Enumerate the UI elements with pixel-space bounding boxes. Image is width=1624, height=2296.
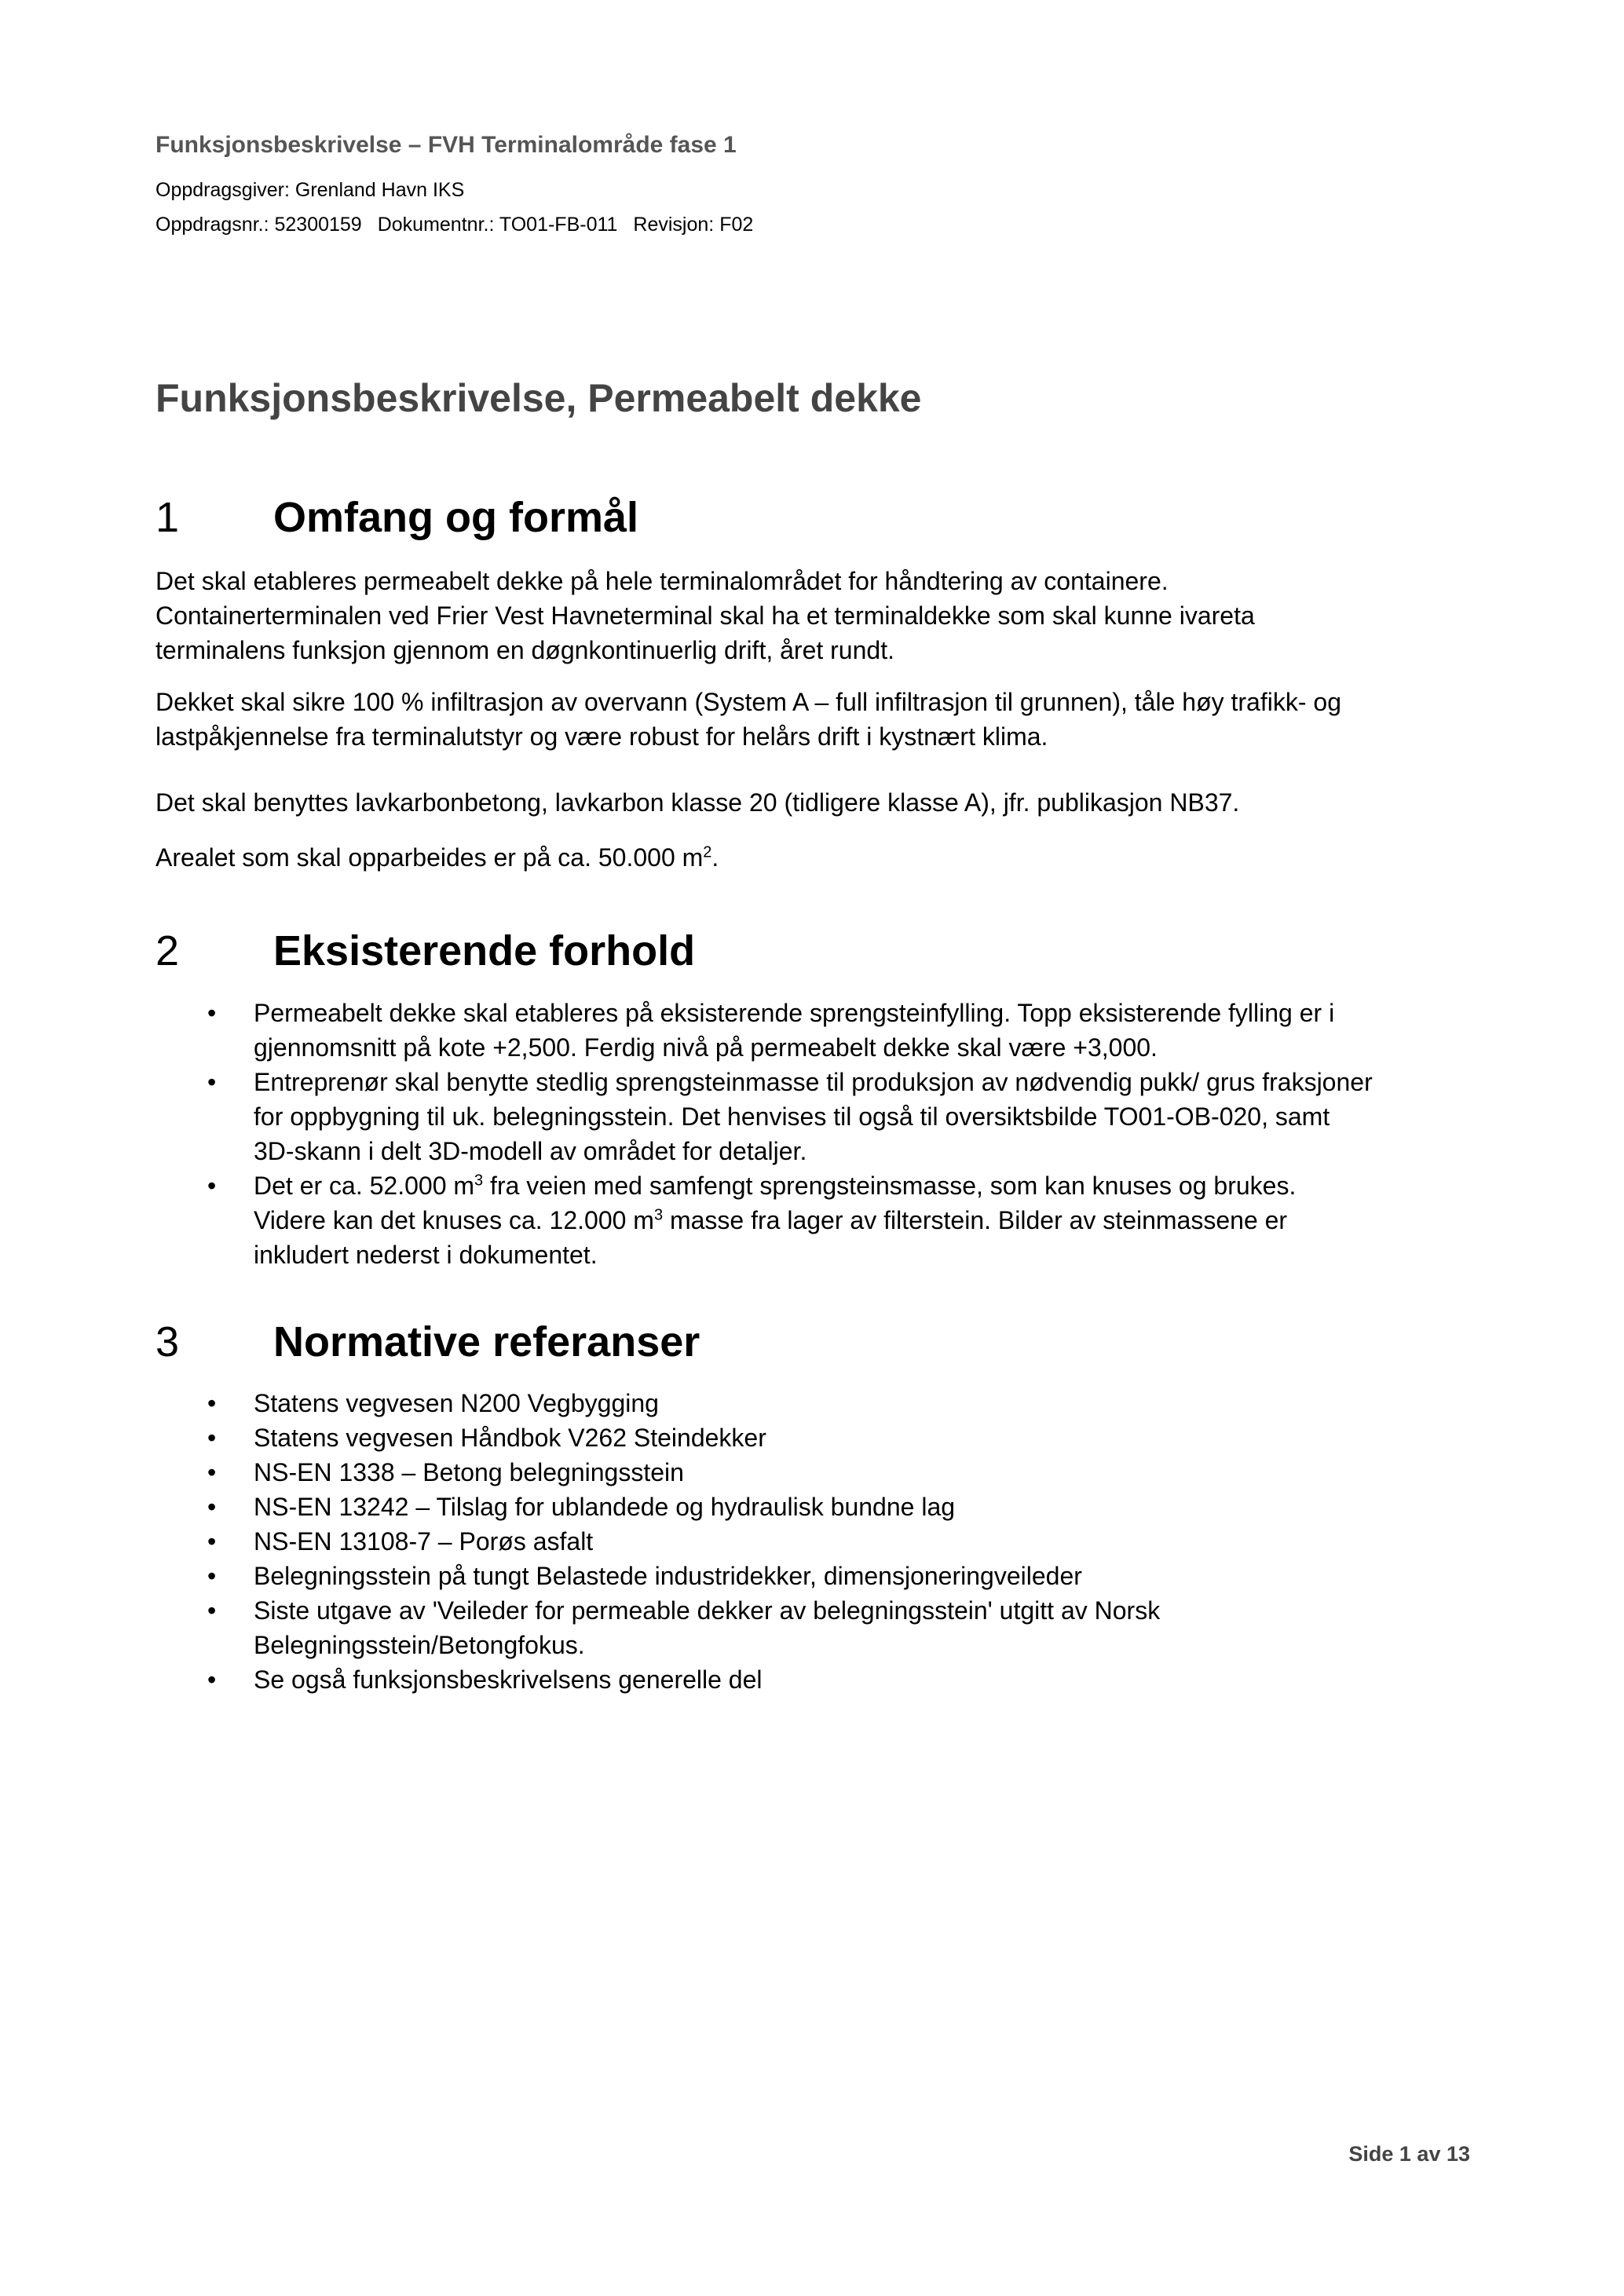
list-item-line: Permeabelt dekke skal etableres på eksisterende sprengsteinfylling. Topp eksisterende fylling er i	[254, 999, 1335, 1027]
bullet-icon: •	[207, 1389, 217, 1417]
paragraph-line: terminalens funksjon gjennom en døgnkontinuerlig drift, året rundt.	[155, 636, 894, 664]
section-title: Omfang og formål	[273, 494, 639, 541]
reference-list	[155, 1386, 1506, 1697]
bullet-list	[155, 996, 1506, 1272]
bullet-icon: •	[207, 1493, 217, 1521]
section-heading	[155, 1318, 700, 1366]
superscript: 3	[653, 1206, 664, 1224]
paragraph-line: Containerterminalen ved Frier Vest Havneterminal skal ha et terminaldekke som skal kunne ivareta	[155, 601, 1255, 630]
list-item	[155, 996, 1506, 1065]
list-item	[155, 1065, 1506, 1168]
list-item-line: NS-EN 13108-7 – Porøs asfalt	[254, 1527, 594, 1556]
paragraph	[155, 785, 1490, 820]
area-text: Arealet som skal opparbeides er på ca. 50.000 m	[155, 843, 704, 872]
revision: Revisjon: F02	[633, 214, 754, 236]
list-item-line: Statens vegvesen N200 Vegbygging	[254, 1389, 659, 1417]
paragraph	[155, 564, 1490, 667]
list-item-line: 3D-skann i delt 3D-modell av området for detaljer.	[254, 1137, 807, 1165]
list-item	[155, 1524, 1506, 1559]
list-item	[155, 1559, 1506, 1593]
paragraph-line: Det skal benyttes lavkarbonbetong, lavkarbon klasse 20 (tidligere klasse A), jfr. publikasjon NB37.	[155, 788, 1240, 817]
bullet-icon: •	[207, 1458, 217, 1486]
paragraph-line: Dekket skal sikre 100 % infiltrasjon av overvann (System A – full infiltrasjon til grunnen), tåle høy trafikk- og	[155, 688, 1341, 716]
superscript: 3	[474, 1172, 484, 1190]
section-title: Eksisterende forhold	[273, 927, 696, 974]
list-item-line: NS-EN 1338 – Betong belegningsstein	[254, 1458, 684, 1486]
list-item-line	[254, 1168, 1506, 1203]
list-item-line: gjennomsnitt på kote +2,500. Ferdig nivå på permeabelt dekke skal være +3,000.	[254, 1033, 1158, 1062]
list-item-line: Statens vegvesen Håndbok V262 Steindekker	[254, 1424, 766, 1452]
text-part: masse fra lager av filterstein. Bilder av steinmassene er	[663, 1206, 1288, 1234]
bullet-icon: •	[207, 1172, 217, 1200]
header-title: Funksjonsbeskrivelse – FVH Terminalområde fase 1	[155, 132, 737, 158]
list-item	[155, 1490, 1506, 1524]
bullet-icon: •	[207, 1665, 217, 1694]
list-item-line: Belegningsstein på tungt Belastede industridekker, dimensjoneringveileder	[254, 1562, 1082, 1590]
section-number: 1	[155, 494, 180, 541]
list-item-line: NS-EN 13242 – Tilslag for ublandede og hydraulisk bundne lag	[254, 1493, 956, 1521]
superscript: 2	[703, 843, 712, 861]
list-item-line: for oppbygning til uk. belegningsstein. Det henvises til også til oversiktsbilde TO01-OB-020, samt	[254, 1102, 1330, 1131]
section-number: 2	[155, 927, 180, 974]
list-item-line: Belegningsstein/Betongfokus.	[254, 1631, 585, 1659]
paragraph	[155, 685, 1490, 754]
list-item-line: inkludert nederst i dokumentet.	[254, 1241, 598, 1269]
text-part: Videre kan det knuses ca. 12.000 m	[254, 1206, 654, 1234]
page-number: Side 1 av 13	[1348, 2142, 1470, 2166]
section-heading	[155, 493, 638, 542]
list-item	[155, 1386, 1506, 1420]
list-item	[155, 1662, 1506, 1697]
header-ids	[155, 214, 753, 236]
list-item-line: Se også funksjonsbeskrivelsens generelle del	[254, 1665, 763, 1694]
section-title: Normative referanser	[273, 1318, 700, 1366]
text-part: Det er ca. 52.000 m	[254, 1172, 475, 1200]
bullet-icon: •	[207, 1596, 217, 1625]
list-item	[155, 1593, 1506, 1662]
list-item-line: Siste utgave av 'Veileder for permeable dekker av belegningsstein' utgitt av Norsk	[254, 1596, 1161, 1625]
bullet-icon: •	[207, 1527, 217, 1556]
list-item	[155, 1420, 1506, 1455]
list-item-line	[254, 1203, 1506, 1238]
paragraph-line	[155, 840, 1490, 875]
bullet-icon: •	[207, 1562, 217, 1590]
area-text-end: .	[711, 843, 719, 872]
bullet-icon: •	[207, 1424, 217, 1452]
paragraph-line: lastpåkjennelse fra terminalutstyr og være robust for helårs drift i kystnært klima.	[155, 722, 1048, 751]
bullet-icon: •	[207, 1068, 217, 1096]
text-part: fra veien med samfengt sprengsteinsmasse, som kan knuses og brukes.	[483, 1172, 1297, 1200]
document-title: Funksjonsbeskrivelse, Permeabelt dekke	[155, 376, 922, 420]
list-item-line: Entreprenør skal benytte stedlig sprengsteinmasse til produksjon av nødvendig pukk/ grus fraksjoner	[254, 1068, 1373, 1096]
document-number: Dokumentnr.: TO01-FB-011	[377, 214, 618, 236]
area-paragraph	[155, 840, 1490, 875]
section-number: 3	[155, 1318, 180, 1366]
bullet-icon: •	[207, 999, 217, 1027]
paragraph-line: Det skal etableres permeabelt dekke på hele terminalområdet for håndtering av containere.	[155, 567, 1169, 595]
header-client: Oppdragsgiver: Grenland Havn IKS	[155, 179, 465, 201]
assignment-number: Oppdragsnr.: 52300159	[155, 214, 362, 236]
section-heading	[155, 927, 695, 975]
list-item	[155, 1455, 1506, 1490]
list-item	[155, 1168, 1506, 1272]
